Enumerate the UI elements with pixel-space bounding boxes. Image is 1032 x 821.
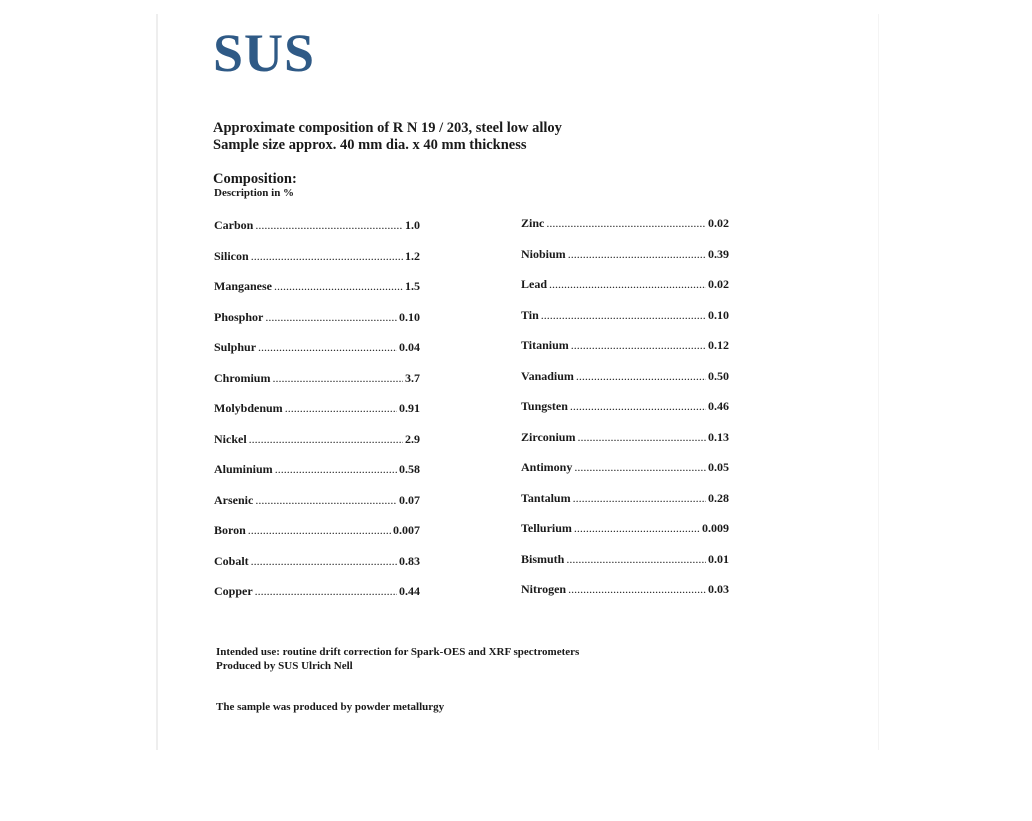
composition-left-column [214, 218, 420, 615]
element-name: Tantalum [521, 490, 571, 505]
element-value: 0.83 [399, 553, 420, 568]
composition-row [521, 308, 729, 339]
element-name: Aluminium [214, 462, 273, 476]
dot-leader [568, 247, 706, 261]
element-value: 2.9 [405, 431, 420, 446]
sus-logo: SUS [213, 23, 316, 83]
production-note: The sample was produced by powder metallurgy [216, 701, 445, 713]
element-value: 0.10 [708, 307, 729, 322]
dot-leader [568, 582, 706, 596]
dot-leader [275, 462, 397, 476]
element-value: 0.007 [393, 523, 420, 537]
element-value: 0.04 [399, 340, 420, 354]
composition-row [521, 216, 729, 247]
element-name: Boron [214, 523, 246, 537]
element-name: Arsenic [214, 492, 254, 507]
element-value: 0.28 [708, 490, 729, 505]
dot-leader [574, 521, 700, 535]
composition-row [214, 218, 420, 249]
dot-leader [549, 277, 706, 291]
composition-right-column [521, 216, 729, 613]
element-name: Tungsten [521, 399, 568, 413]
producer-line: Produced by SUS Ulrich Nell [216, 660, 353, 672]
composition-row [521, 369, 729, 400]
composition-row [521, 399, 729, 430]
composition-row [214, 310, 420, 341]
composition-row [521, 460, 729, 491]
dot-leader [566, 552, 706, 566]
dot-leader [541, 308, 706, 322]
element-value: 0.58 [399, 462, 420, 476]
document-title: Approximate composition of R N 19 / 203, steel low alloy [213, 120, 562, 136]
intended-use-line: Intended use: routine drift correction for Spark-OES and XRF spectrometers [216, 646, 580, 658]
element-value: 0.03 [708, 582, 729, 596]
composition-row [521, 430, 729, 461]
element-name: Copper [214, 584, 253, 598]
element-name: Phosphor [214, 309, 264, 324]
element-name: Tellurium [521, 521, 572, 535]
composition-row [521, 247, 729, 278]
dot-leader [251, 554, 397, 568]
composition-row [521, 521, 729, 552]
dot-leader [546, 216, 706, 230]
element-value: 0.01 [708, 551, 729, 566]
composition-row [214, 493, 420, 524]
element-value: 0.05 [708, 460, 729, 474]
dot-leader [265, 310, 397, 324]
element-name: Nickel [214, 431, 247, 446]
element-name: Molybdenum [214, 401, 283, 415]
element-value: 0.009 [702, 521, 729, 535]
element-name: Chromium [214, 370, 271, 385]
dot-leader [258, 340, 397, 354]
composition-row [521, 277, 729, 308]
dot-leader [285, 401, 397, 415]
element-value: 0.10 [399, 309, 420, 324]
element-value: 0.13 [708, 429, 729, 444]
element-value: 0.12 [708, 338, 729, 352]
element-name: Zirconium [521, 429, 576, 444]
element-name: Sulphur [214, 340, 257, 354]
composition-row [214, 249, 420, 280]
composition-subheading: Description in % [214, 187, 295, 199]
dot-leader [577, 430, 706, 444]
element-name: Antimony [521, 460, 573, 474]
composition-row [521, 552, 729, 583]
element-value: 0.07 [399, 492, 420, 507]
composition-row [214, 401, 420, 432]
dot-leader [248, 523, 391, 537]
composition-row [214, 584, 420, 615]
dot-leader [251, 249, 403, 263]
dot-leader [573, 491, 706, 505]
element-name: Vanadium [521, 368, 574, 383]
element-value: 1.5 [405, 279, 420, 293]
element-name: Manganese [214, 279, 272, 293]
element-name: Bismuth [521, 551, 565, 566]
element-value: 0.46 [708, 399, 729, 413]
element-name: Carbon [214, 218, 254, 232]
dot-leader [255, 218, 403, 232]
dot-leader [274, 279, 403, 293]
element-value: 0.91 [399, 401, 420, 415]
composition-row [214, 371, 420, 402]
element-value: 1.2 [405, 248, 420, 263]
composition-row [521, 338, 729, 369]
dot-leader [576, 369, 706, 383]
dot-leader [272, 371, 403, 385]
element-name: Zinc [521, 216, 545, 230]
dot-leader [571, 338, 706, 352]
composition-row [214, 462, 420, 493]
element-name: Tin [521, 307, 539, 322]
dot-leader [255, 584, 397, 598]
composition-heading: Composition: [213, 171, 297, 187]
composition-row [214, 523, 420, 554]
element-name: Niobium [521, 246, 566, 261]
element-name: Cobalt [214, 553, 249, 568]
composition-row [214, 340, 420, 371]
composition-row [521, 582, 729, 613]
sample-size-line: Sample size approx. 40 mm dia. x 40 mm thickness [213, 137, 527, 153]
dot-leader [249, 432, 403, 446]
element-value: 0.50 [708, 368, 729, 383]
element-value: 0.44 [399, 584, 420, 598]
dot-leader [574, 460, 706, 474]
element-name: Silicon [214, 248, 249, 263]
element-value: 1.0 [405, 218, 420, 232]
composition-row [214, 554, 420, 585]
element-value: 0.02 [708, 216, 729, 230]
composition-row [214, 279, 420, 310]
dot-leader [570, 399, 706, 413]
element-name: Titanium [521, 338, 569, 352]
composition-row [214, 432, 420, 463]
element-value: 0.02 [708, 277, 729, 291]
element-name: Nitrogen [521, 582, 567, 596]
element-name: Lead [521, 277, 548, 291]
element-value: 3.7 [405, 370, 420, 385]
composition-row [521, 491, 729, 522]
element-value: 0.39 [708, 246, 729, 261]
dot-leader [255, 493, 397, 507]
